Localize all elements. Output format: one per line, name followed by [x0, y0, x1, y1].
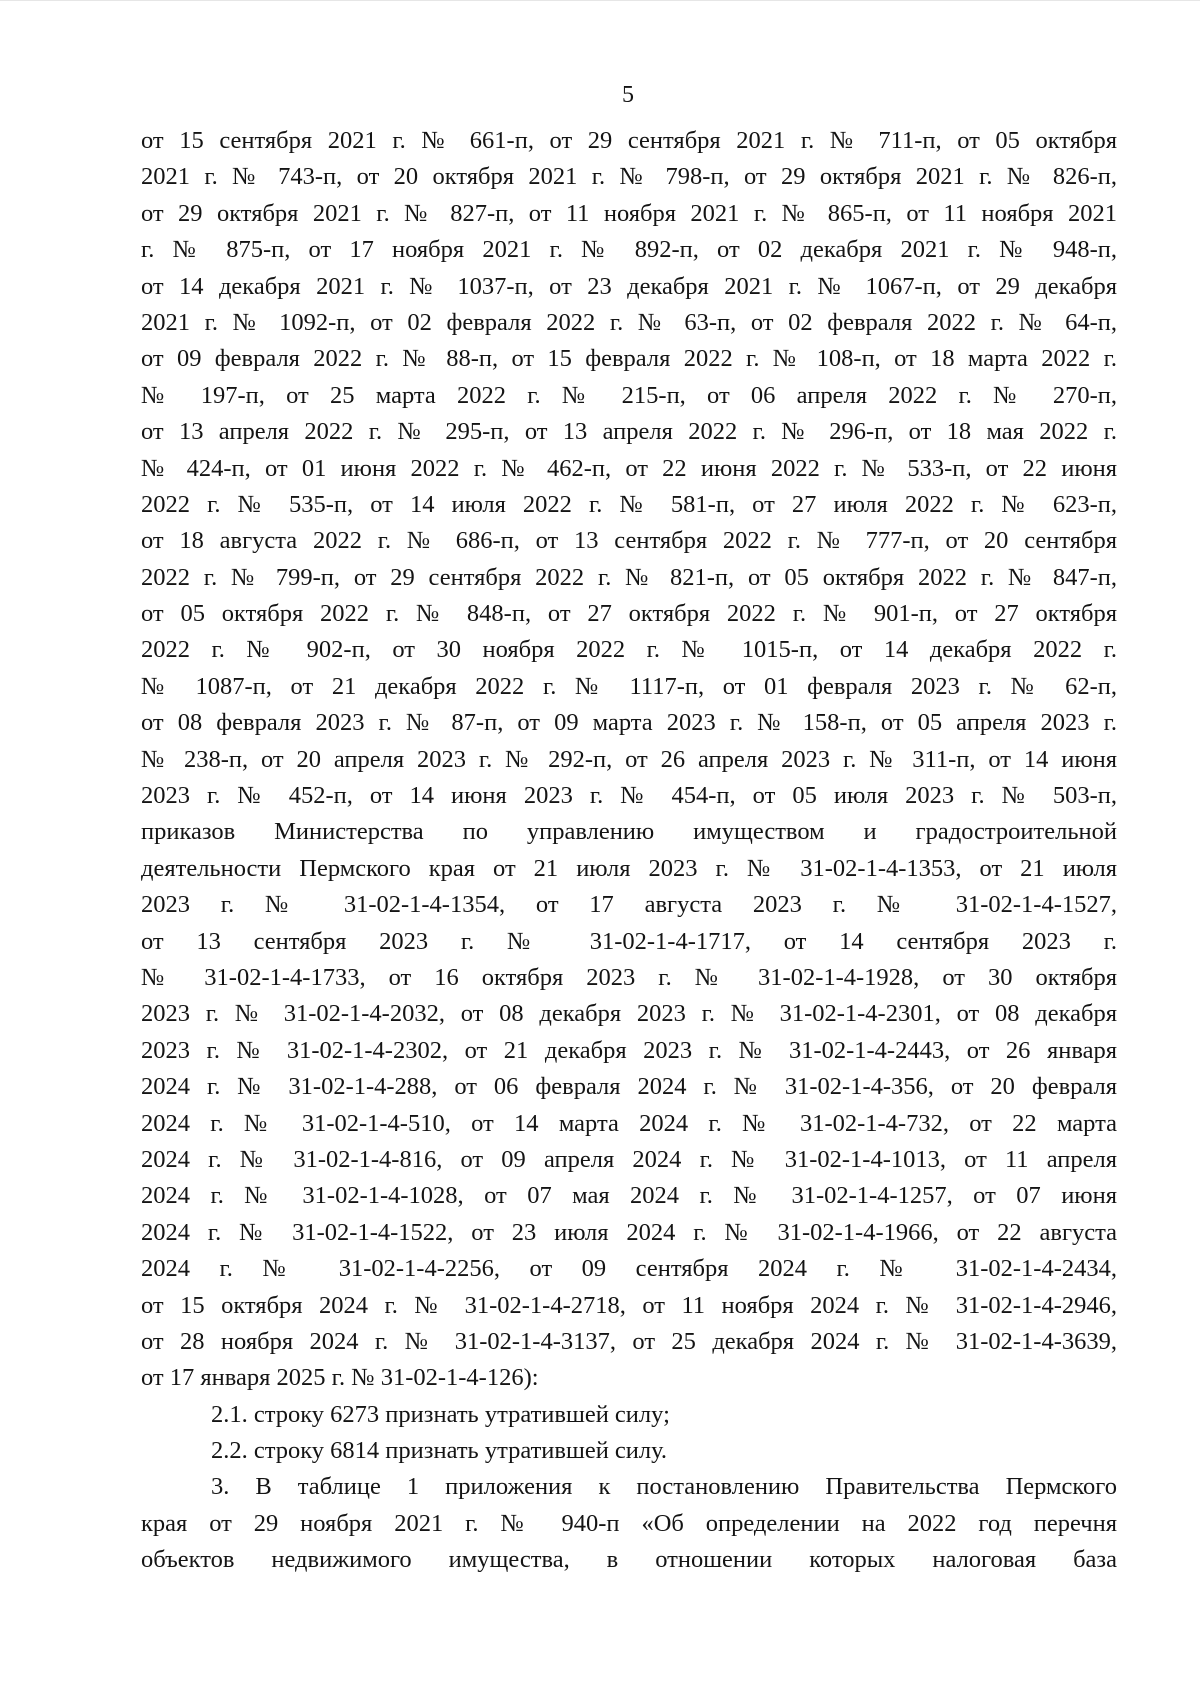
text-line: г. № 875-п, от 17 ноября 2021 г. № 892-п, от 02 декабря 2021 г. № 948-п, — [141, 236, 1117, 264]
text-line: № 1087-п, от 21 декабря 2022 г. № 1117-п, от 01 февраля 2023 г. № 62-п, — [141, 672, 1117, 700]
text-line: № 197-п, от 25 марта 2022 г. № 215-п, от 06 апреля 2022 г. № 270-п, — [141, 381, 1117, 409]
text-line: края от 29 ноября 2021 г. № 940-п «Об определении на 2022 год перечня — [141, 1509, 1117, 1537]
text-line: от 14 декабря 2021 г. № 1037-п, от 23 декабря 2021 г. № 1067-п, от 29 декабря — [141, 272, 1117, 300]
body-text — [141, 123, 1117, 1579]
text-line: от 15 сентября 2021 г. № 661-п, от 29 сентября 2021 г. № 711-п, от 05 октября — [141, 127, 1117, 154]
page-edge — [0, 0, 1200, 1]
text-line: от 09 февраля 2022 г. № 88-п, от 15 февраля 2022 г. № 108-п, от 18 марта 2022 г. — [141, 345, 1117, 373]
text-line: 2024 г. № 31-02-1-4-1028, от 07 мая 2024 г. № 31-02-1-4-1257, от 07 июня — [141, 1182, 1117, 1210]
text-line: от 13 апреля 2022 г. № 295-п, от 13 апреля 2022 г. № 296-п, от 18 мая 2022 г. — [141, 418, 1117, 446]
text-line: 2023 г. № 31-02-1-4-1354, от 17 августа 2023 г. № 31-02-1-4-1527, — [141, 891, 1117, 919]
text-line: от 15 октября 2024 г. № 31-02-1-4-2718, от 11 ноября 2024 г. № 31-02-1-4-2946, — [141, 1291, 1117, 1319]
text-line: 2023 г. № 31-02-1-4-2032, от 08 декабря 2023 г. № 31-02-1-4-2301, от 08 декабря — [141, 1000, 1117, 1028]
text-line: 2023 г. № 452-п, от 14 июня 2023 г. № 454-п, от 05 июля 2023 г. № 503-п, — [141, 782, 1117, 810]
paragraph-start: 3. В таблице 1 приложения к постановлению Правительства Пермского — [211, 1473, 1117, 1501]
text-line: приказов Министерства по управлению имуществом и градостроительной — [141, 818, 1117, 846]
list-item: 2.1. строку 6273 признать утратившей силу; — [211, 1400, 670, 1428]
text-line: 2021 г. № 743-п, от 20 октября 2021 г. № 798-п, от 29 октября 2021 г. № 826-п, — [141, 163, 1117, 191]
list-item: 2.2. строку 6814 признать утратившей силу. — [211, 1437, 668, 1465]
text-line: 2024 г. № 31-02-1-4-1522, от 23 июля 2024 г. № 31-02-1-4-1966, от 22 августа — [141, 1218, 1117, 1246]
text-line: № 424-п, от 01 июня 2022 г. № 462-п, от 22 июня 2022 г. № 533-п, от 22 июня — [141, 454, 1117, 482]
text-line: от 08 февраля 2023 г. № 87-п, от 09 марта 2023 г. № 158-п, от 05 апреля 2023 г. — [141, 709, 1117, 737]
text-line: 2024 г. № 31-02-1-4-2256, от 09 сентября 2024 г. № 31-02-1-4-2434, — [141, 1255, 1117, 1283]
text-line: № 238-п, от 20 апреля 2023 г. № 292-п, от 26 апреля 2023 г. № 311-п, от 14 июня — [141, 745, 1117, 773]
text-line: 2022 г. № 799-п, от 29 сентября 2022 г. № 821-п, от 05 октября 2022 г. № 847-п, — [141, 563, 1117, 591]
text-line: деятельности Пермского края от 21 июля 2023 г. № 31-02-1-4-1353, от 21 июля — [141, 854, 1117, 882]
text-line: от 05 октября 2022 г. № 848-п, от 27 октября 2022 г. № 901-п, от 27 октября — [141, 600, 1117, 628]
text-line: 2024 г. № 31-02-1-4-816, от 09 апреля 2024 г. № 31-02-1-4-1013, от 11 апреля — [141, 1145, 1117, 1173]
text-line: 2022 г. № 902-п, от 30 ноября 2022 г. № 1015-п, от 14 декабря 2022 г. — [141, 636, 1117, 664]
text-line: от 29 октября 2021 г. № 827-п, от 11 ноября 2021 г. № 865-п, от 11 ноября 2021 — [141, 199, 1117, 227]
text-line: от 28 ноября 2024 г. № 31-02-1-4-3137, от 25 декабря 2024 г. № 31-02-1-4-3639, — [141, 1327, 1117, 1355]
text-line: 2021 г. № 1092-п, от 02 февраля 2022 г. № 63-п, от 02 февраля 2022 г. № 64-п, — [141, 308, 1117, 336]
text-line: от 18 августа 2022 г. № 686-п, от 13 сентября 2022 г. № 777-п, от 20 сентября — [141, 527, 1117, 555]
text-line: 2022 г. № 535-п, от 14 июля 2022 г. № 581-п, от 27 июля 2022 г. № 623-п, — [141, 490, 1117, 518]
text-line: 2024 г. № 31-02-1-4-510, от 14 марта 2024 г. № 31-02-1-4-732, от 22 марта — [141, 1109, 1117, 1137]
text-line: объектов недвижимого имущества, в отношении которых налоговая база — [141, 1546, 1117, 1574]
page-number: 5 — [622, 82, 634, 108]
text-line: № 31-02-1-4-1733, от 16 октября 2023 г. № 31-02-1-4-1928, от 30 октября — [141, 963, 1117, 991]
text-line: от 13 сентября 2023 г. № 31-02-1-4-1717, от 14 сентября 2023 г. — [141, 927, 1117, 955]
text-line: 2023 г. № 31-02-1-4-2302, от 21 декабря 2023 г. № 31-02-1-4-2443, от 26 января — [141, 1036, 1117, 1064]
text-line: от 17 января 2025 г. № 31-02-1-4-126): — [141, 1364, 539, 1392]
text-line: 2024 г. № 31-02-1-4-288, от 06 февраля 2024 г. № 31-02-1-4-356, от 20 февраля — [141, 1073, 1117, 1101]
